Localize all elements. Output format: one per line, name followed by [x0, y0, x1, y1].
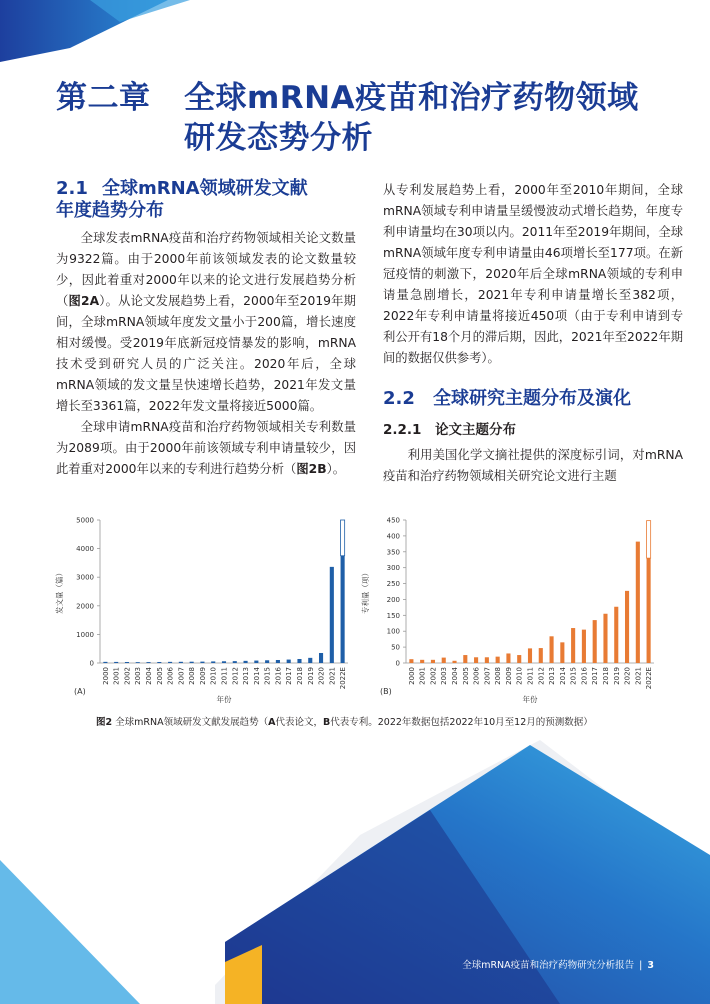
bar: [420, 660, 424, 663]
bar: [431, 660, 435, 663]
chart-b-patents: [358, 508, 658, 708]
x-tick-label: 2008: [494, 667, 503, 685]
right-column: [383, 180, 683, 487]
y-tick-label: 5000: [76, 516, 94, 525]
x-tick-label: 2009: [198, 667, 207, 685]
footer-separator: |: [639, 960, 643, 971]
panel-label: (B): [380, 687, 392, 696]
caption-text: 代表论文，: [275, 717, 323, 728]
x-tick-label: 2004: [451, 667, 460, 685]
bar: [276, 660, 280, 663]
bar: [190, 662, 194, 663]
section-2-2-1-heading: [383, 419, 683, 441]
y-tick-label: 400: [386, 532, 400, 541]
bar: [319, 653, 323, 663]
page-number: 3: [647, 960, 654, 971]
bottom-light-triangle: [0, 860, 140, 1004]
x-tick-label: 2017: [591, 667, 600, 685]
bar: [114, 662, 118, 663]
section-2-1-number: 2.1: [56, 178, 88, 199]
bar: [452, 661, 456, 663]
y-tick-label: 1000: [76, 630, 94, 639]
paragraph: 利用美国化学文摘社提供的深度标引词，对mRNA疫苗和治疗药物领域相关研究论文进行主题: [383, 448, 683, 483]
bar: [506, 653, 510, 663]
panel-label: (A): [74, 687, 86, 696]
figure-ref: 图2A: [68, 294, 100, 308]
x-tick-label: 2001: [418, 667, 427, 685]
y-tick-label: 150: [386, 611, 400, 620]
x-tick-label: 2005: [461, 667, 470, 685]
section-2-2-1-title: 论文主题分布: [435, 422, 516, 438]
y-tick-label: 50: [391, 643, 400, 652]
forecast-bar: [341, 520, 345, 556]
x-tick-label: 2018: [601, 667, 610, 685]
paragraph-text: 全球发表mRNA疫苗和治疗药物领域相关论文数量为9322篇。由于2000年前该领域发表的论文数量较少，因此着重对2000年以来的论文进行发展趋势分析（: [56, 231, 356, 308]
bar: [603, 614, 607, 663]
figure-caption: [96, 714, 593, 728]
bar: [593, 620, 597, 663]
section-2-2-number: 2.2: [383, 388, 415, 409]
bar: [442, 658, 446, 663]
x-tick-label: 2002: [429, 667, 438, 685]
x-tick-label: 2020: [623, 667, 632, 685]
x-tick-label: 2012: [537, 667, 546, 685]
x-tick-label: 2012: [231, 667, 240, 685]
x-tick-label: 2021: [634, 667, 643, 685]
bar: [463, 655, 467, 663]
y-tick-label: 250: [386, 580, 400, 589]
bar: [308, 658, 312, 663]
y-tick-label: 100: [386, 627, 400, 636]
bar: [233, 661, 237, 663]
bar: [571, 628, 575, 663]
bar: [528, 648, 532, 663]
bar: [614, 607, 618, 663]
footer-title: 全球mRNA疫苗和治疗药物研究分析报告: [462, 960, 635, 971]
x-tick-label: 2016: [580, 667, 589, 685]
x-tick-label: 2011: [220, 667, 229, 685]
chapter-title-line2: 研发态势分析: [184, 120, 373, 156]
caption-text: 代表专利。2022年数据包括2022年10月至12月的预测数据）: [330, 717, 593, 728]
caption-text: 全球mRNA领域研发文献发展趋势（: [112, 717, 269, 728]
bar: [254, 661, 258, 663]
y-tick-label: 4000: [76, 545, 94, 554]
section-2-2-title: 全球研究主题分布及演化: [433, 388, 631, 409]
paragraph: [56, 228, 356, 417]
bar: [539, 648, 543, 663]
section-2-2-1-number: 2.2.1: [383, 422, 422, 438]
x-tick-label: 2007: [483, 667, 492, 685]
x-tick-label: 2015: [263, 667, 272, 685]
x-tick-label: 2009: [504, 667, 513, 685]
figure-ref: 图2B: [296, 462, 327, 476]
bar: [474, 657, 478, 663]
x-tick-label: 2020: [317, 667, 326, 685]
bar: [244, 661, 248, 663]
bar: [517, 655, 521, 663]
x-axis-label: 年份: [216, 695, 232, 704]
x-tick-label: 2019: [612, 667, 621, 685]
x-tick-label: 2000: [407, 667, 416, 685]
y-tick-label: 0: [395, 659, 400, 668]
bar: [341, 556, 345, 663]
bar: [409, 659, 413, 663]
caption-b: B: [322, 717, 331, 728]
paragraph-text: 全球申请mRNA疫苗和治疗药物领域相关专利数量为2089项。由于2000年前该领域专利申请量较少，因此着重对2000年以来的专利进行趋势分析（: [56, 420, 356, 476]
bar: [636, 542, 640, 663]
x-tick-label: 2013: [242, 667, 251, 685]
x-tick-label: 2008: [188, 667, 197, 685]
x-tick-label: 2016: [274, 667, 283, 685]
x-tick-label: 2013: [548, 667, 557, 685]
bar: [200, 662, 204, 663]
page-footer: [462, 957, 654, 971]
y-tick-label: 450: [386, 516, 400, 525]
forecast-bar: [647, 521, 651, 558]
bar: [330, 567, 334, 663]
left-column: [56, 178, 356, 480]
section-2-1-title-line2: 年度趋势分布: [56, 200, 164, 221]
x-tick-label: 2014: [558, 667, 567, 685]
y-tick-label: 200: [386, 595, 400, 604]
x-tick-label: 2010: [515, 667, 524, 685]
y-tick-label: 2000: [76, 602, 94, 611]
bar: [168, 662, 172, 663]
x-tick-label: 2002: [123, 667, 132, 685]
bar: [485, 657, 489, 663]
x-tick-label: 2011: [526, 667, 535, 685]
x-tick-label: 2015: [569, 667, 578, 685]
x-tick-label: 2006: [166, 667, 175, 685]
x-tick-label: 2004: [145, 667, 154, 685]
chapter-title: [56, 78, 639, 158]
x-tick-label: 2019: [306, 667, 315, 685]
section-2-2-heading: [383, 387, 683, 411]
paragraph-text: ）。: [326, 462, 346, 476]
bar: [582, 630, 586, 663]
paragraph-text: ）。从论文发展趋势上看，2000年至2019年期间，全球mRNA领域年度发文量小于200篇，增长速度相对缓慢。受2019年底新冠疫情暴发的影响，mRNA技术受到研究人员的广泛关注。2020年后，全球mRNA领域的发文量呈快速增长趋势，2021年发文量增长至3361篇，2022年发文量将接近5000篇。: [56, 294, 356, 413]
caption-a: A: [268, 717, 276, 728]
bar: [560, 642, 564, 663]
chapter-number: 第二章: [56, 80, 151, 116]
x-tick-label: 2017: [285, 667, 294, 685]
section-2-1-title-line1: 全球mRNA领域研发文献: [102, 178, 308, 199]
y-tick-label: 0: [89, 659, 94, 668]
bar: [157, 662, 161, 663]
y-tick-label: 350: [386, 548, 400, 557]
bar: [550, 636, 554, 663]
paragraph: 从专利发展趋势上看，2000年至2010年期间，全球mRNA领域专利申请量呈缓慢波动式增长趋势，年度专利申请量均在30项以内。2011年至2019年期间，全球mRNA领域年度专利申请量由46项增长至177项。在新冠疫情的刺激下，2020年后全球mRNA领域的专利申请量急剧增长，2021年专利申请量增长至382项，2022年专利申请量将接近450项（由于专利申请到专利公开有18个月的滞后期，因此，2021年至2022年期间的数据仅供参考）。: [383, 183, 683, 365]
x-tick-label: 2003: [440, 667, 449, 685]
x-tick-label: 2014: [252, 667, 261, 685]
chapter-title-line1: 全球mRNA疫苗和治疗药物领域: [184, 80, 639, 116]
paragraph: [56, 417, 356, 480]
x-tick-label: 2006: [472, 667, 481, 685]
x-tick-label: 2010: [209, 667, 218, 685]
x-tick-label: 2000: [101, 667, 110, 685]
y-axis-label: 专利量（项）: [361, 569, 370, 614]
y-tick-label: 300: [386, 564, 400, 573]
x-tick-label: 2022E: [339, 667, 348, 690]
y-tick-label: 3000: [76, 573, 94, 582]
x-tick-label: 2021: [328, 667, 337, 685]
bar: [297, 659, 301, 663]
bar: [496, 657, 500, 663]
section-2-1-heading: [56, 178, 356, 222]
x-tick-label: 2001: [112, 667, 121, 685]
y-axis-label: 发文量（篇）: [55, 569, 64, 614]
x-axis-label: 年份: [522, 695, 538, 704]
bar: [625, 591, 629, 663]
x-tick-label: 2022E: [645, 667, 654, 690]
x-tick-label: 2005: [155, 667, 164, 685]
bar: [211, 661, 215, 663]
bar: [125, 662, 129, 663]
bar: [265, 660, 269, 663]
bar: [647, 558, 651, 663]
x-tick-label: 2018: [295, 667, 304, 685]
bar: [222, 661, 226, 663]
bar: [136, 662, 140, 663]
x-tick-label: 2003: [134, 667, 143, 685]
caption-label: 图2: [96, 717, 113, 728]
bar: [179, 662, 183, 663]
bar: [146, 662, 150, 663]
bar: [287, 660, 291, 663]
bar: [103, 662, 107, 663]
x-tick-label: 2007: [177, 667, 186, 685]
chart-a-papers: [52, 508, 352, 708]
